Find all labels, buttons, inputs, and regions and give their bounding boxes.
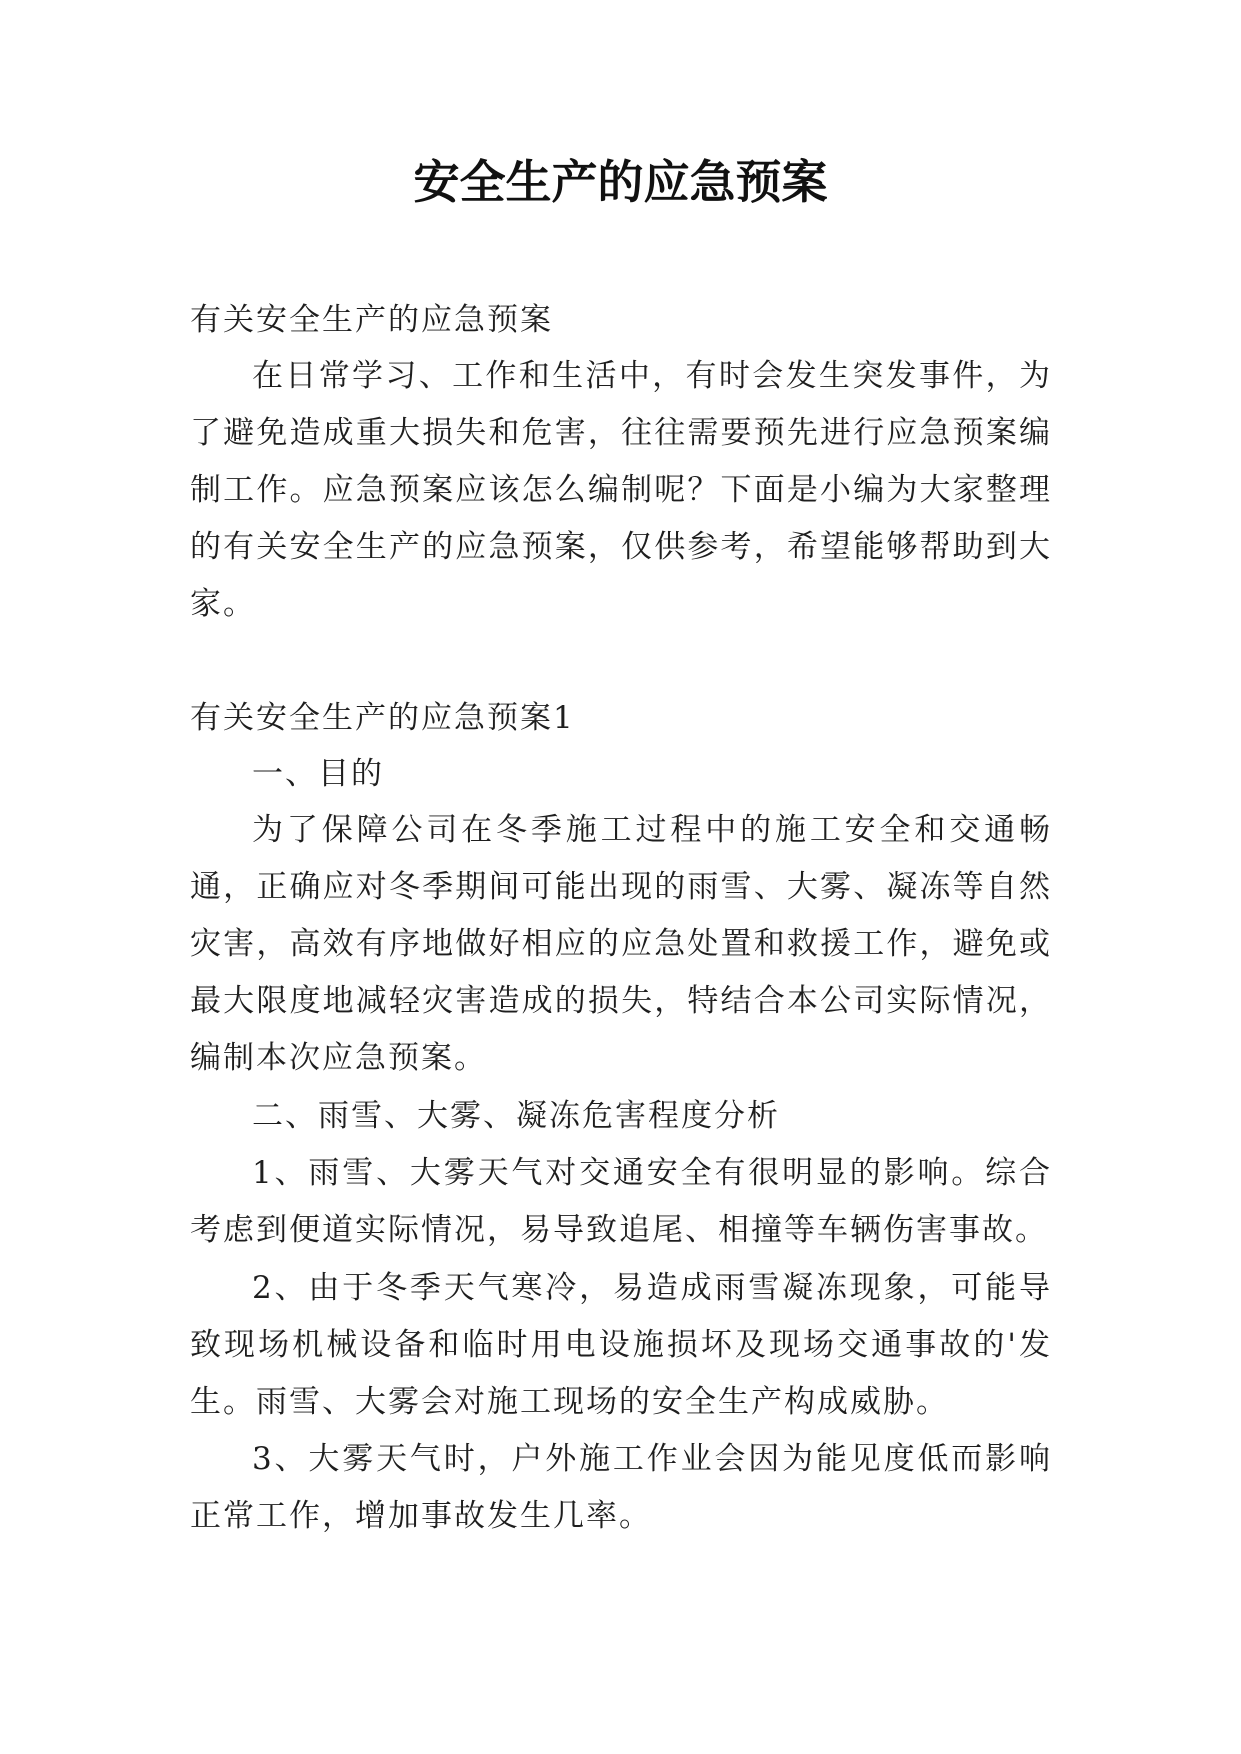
document-title: 安全生产的应急预案: [413, 155, 828, 209]
hazard-point-2: 2、由于冬季天气寒冷，易造成雨雪凝冻现象，可能导致现场机械设备和临时用电设施损坏及现场交通事故的'发生。雨雪、大雾会对施工现场的安全生产构成威胁。: [190, 1270, 1052, 1420]
hazard-point-1: 1、雨雪、大雾天气对交通安全有很明显的影响。综合考虑到便道实际情况，易导致追尾、相撞等车辆伤害事故。: [190, 1155, 1052, 1248]
intro-paragraph: 在日常学习、工作和生活中，有时会发生突发事件，为了避免造成重大损失和危害，往往需要预先进行应急预案编制工作。应急预案应该怎么编制呢？下面是小编为大家整理的有关安全生产的应急预案，仅供参考，希望能够帮助到大家。: [190, 358, 1052, 622]
subheading-hazard-analysis: 二、雨雪、大雾、凝冻危害程度分析: [252, 1098, 780, 1134]
intro-heading: 有关安全生产的应急预案: [190, 302, 553, 338]
hazard-point-3: 3、大雾天气时，户外施工作业会因为能见度低而影响正常工作，增加事故发生几率。: [190, 1441, 1052, 1534]
section-heading: 有关安全生产的应急预案1: [190, 700, 575, 736]
subheading-purpose: 一、目的: [252, 756, 384, 792]
purpose-paragraph: 为了保障公司在冬季施工过程中的施工安全和交通畅通，正确应对冬季期间可能出现的雨雪、大雾、凝冻等自然灾害，高效有序地做好相应的应急处置和救援工作，避免或最大限度地减轻灾害造成的损失，特结合本公司实际情况，编制本次应急预案。: [190, 812, 1052, 1076]
